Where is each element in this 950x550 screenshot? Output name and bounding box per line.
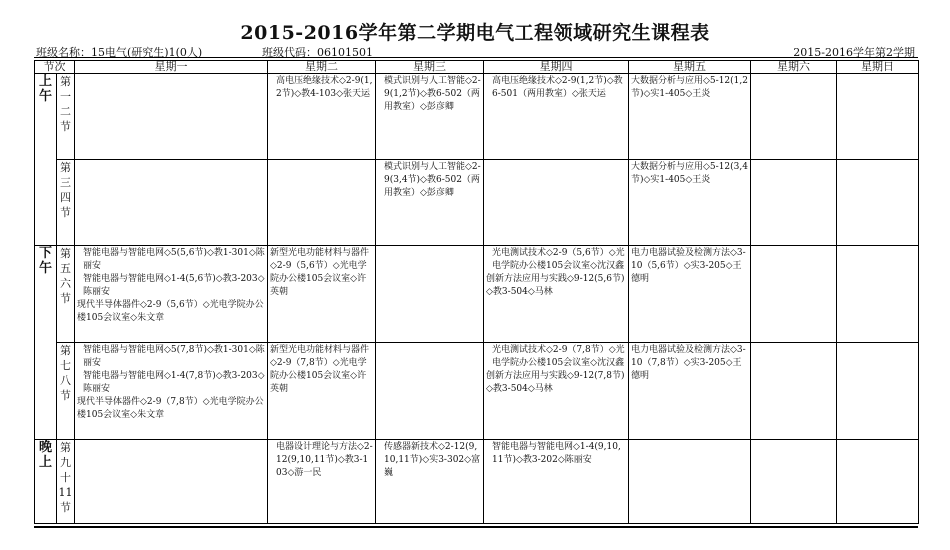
- slot-label: 第三四节: [57, 160, 75, 246]
- table-row: [35, 343, 919, 440]
- schedule-cell: [75, 246, 268, 343]
- slot-label: 第九十11节: [57, 440, 75, 524]
- period-evening: 晚上: [35, 440, 57, 524]
- schedule-cell: [751, 343, 837, 440]
- schedule-cell: [629, 74, 751, 160]
- schedule-cell: [268, 74, 376, 160]
- schedule-cell: [75, 74, 268, 160]
- schedule-cell: [484, 246, 629, 343]
- schedule-cell: [629, 440, 751, 524]
- course-entry: 智能电器与智能电网◇1-4(5,6节)◇教3-203◇陈丽安: [83, 274, 265, 297]
- course-entry: 智能电器与智能电网◇5(7,8节)◇教1-301◇陈丽安: [83, 345, 265, 368]
- header-day-saturday: 星期六: [751, 61, 837, 74]
- schedule-cell: [837, 343, 919, 440]
- header-row: [35, 61, 919, 74]
- slot-label: 第一二节: [57, 74, 75, 160]
- schedule-cell: [268, 246, 376, 343]
- schedule-cell: [268, 440, 376, 524]
- schedule-cell: [837, 160, 919, 246]
- slot-label: 第五六节: [57, 246, 75, 343]
- course-entry: 模式识别与人工智能◇2-9(1,2节)◇教6-502（两用教室）◇彭彦卿: [384, 76, 481, 112]
- schedule-cell: [484, 440, 629, 524]
- course-entry: 创新方法应用与实践◇9-12(7,8节)◇教3-504◇马林: [486, 371, 625, 394]
- schedule-cell: [629, 160, 751, 246]
- class-code: 班级代码：06101501: [262, 46, 373, 59]
- course-entry: 智能电器与智能电网◇1-4(9,10,11节)◇教3-202◇陈丽安: [492, 442, 621, 465]
- schedule-cell: [268, 160, 376, 246]
- course-entry: 高电压绝缘技术◇2-9(1,2节)◇教4-103◇张天运: [276, 76, 373, 99]
- course-entry: 新型光电功能材料与器件◇2-9（7,8节）◇光电学院办公楼105会议室◇许英朝: [270, 345, 370, 394]
- bottom-divider: [34, 526, 918, 528]
- schedule-cell: [484, 160, 629, 246]
- course-entry: 光电测试技术◇2-9（7,8节）◇光电学院办公楼105会议室◇沈汉鑫: [492, 345, 625, 368]
- schedule-cell: [837, 246, 919, 343]
- table-row: [35, 74, 919, 160]
- slot-label: 第七八节: [57, 343, 75, 440]
- course-entry: 光电测试技术◇2-9（5,6节）◇光电学院办公楼105会议室◇沈汉鑫: [492, 248, 625, 271]
- course-entry: 智能电器与智能电网◇1-4(7,8节)◇教3-203◇陈丽安: [83, 371, 265, 394]
- schedule-cell: [629, 246, 751, 343]
- schedule-cell: [751, 440, 837, 524]
- schedule-cell: [376, 440, 484, 524]
- class-name: 班级名称：15电气(研究生)1(0人): [36, 46, 203, 59]
- course-entry: 创新方法应用与实践◇9-12(5,6节)◇教3-504◇马林: [486, 274, 625, 297]
- course-entry: 电力电器试验及检测方法◇3-10（5,6节）◇实3-205◇王德明: [631, 248, 746, 284]
- header-day-sunday: 星期日: [837, 61, 919, 74]
- schedule-cell: [376, 74, 484, 160]
- course-entry: 现代半导体器件◇2-9（5,6节）◇光电学院办公楼105会议室◇朱文章: [77, 300, 264, 323]
- semester-label: 2015-2016学年第2学期: [793, 46, 915, 59]
- period-afternoon: 下午: [35, 246, 57, 440]
- schedule-cell: [75, 160, 268, 246]
- course-entry: 新型光电功能材料与器件◇2-9（5,6节）◇光电学院办公楼105会议室◇许英朝: [270, 248, 370, 297]
- schedule-cell: [837, 440, 919, 524]
- schedule-cell: [629, 343, 751, 440]
- schedule-cell: [268, 343, 376, 440]
- course-entry: 大数据分析与应用◇5-12(3,4节)◇实1-405◇王炎: [631, 162, 748, 185]
- schedule-cell: [484, 343, 629, 440]
- schedule-cell: [751, 246, 837, 343]
- course-entry: 大数据分析与应用◇5-12(1,2节)◇实1-405◇王炎: [631, 76, 748, 99]
- schedule-cell: [376, 343, 484, 440]
- page-title: 2015-2016学年第二学期电气工程领域研究生课程表: [240, 22, 710, 44]
- header-day-thursday: 星期四: [484, 61, 629, 74]
- header-day-monday: 星期一: [75, 61, 268, 74]
- schedule-cell: [376, 246, 484, 343]
- header-slot: 节次: [35, 61, 75, 74]
- period-morning: 上午: [35, 74, 57, 246]
- course-entry: 电器设计理论与方法◇2-12(9,10,11节)◇教3-103◇游一民: [276, 442, 373, 478]
- course-entry: 模式识别与人工智能◇2-9(3,4节)◇教6-502（两用教室）◇彭彦卿: [384, 162, 481, 198]
- table-row: [35, 440, 919, 524]
- info-divider: [34, 57, 918, 58]
- schedule-cell: [75, 343, 268, 440]
- schedule-table: [34, 60, 919, 524]
- course-entry: 高电压绝缘技术◇2-9(1,2节)◇教6-501（两用教室）◇张天运: [492, 76, 623, 99]
- schedule-cell: [837, 74, 919, 160]
- schedule-cell: [751, 74, 837, 160]
- schedule-cell: [751, 160, 837, 246]
- header-day-wednesday: 星期三: [376, 61, 484, 74]
- table-row: [35, 246, 919, 343]
- course-entry: 电力电器试验及检测方法◇3-10（7,8节）◇实3-205◇王德明: [631, 345, 746, 381]
- table-row: [35, 160, 919, 246]
- course-entry: 智能电器与智能电网◇5(5,6节)◇教1-301◇陈丽安: [83, 248, 265, 271]
- schedule-cell: [376, 160, 484, 246]
- schedule-cell: [75, 440, 268, 524]
- course-entry: 现代半导体器件◇2-9（7,8节）◇光电学院办公楼105会议室◇朱文章: [77, 397, 264, 420]
- header-day-friday: 星期五: [629, 61, 751, 74]
- schedule-cell: [484, 74, 629, 160]
- header-day-tuesday: 星期二: [268, 61, 376, 74]
- course-entry: 传感器新技术◇2-12(9,10,11节)◇实3-302◇富巍: [384, 442, 481, 478]
